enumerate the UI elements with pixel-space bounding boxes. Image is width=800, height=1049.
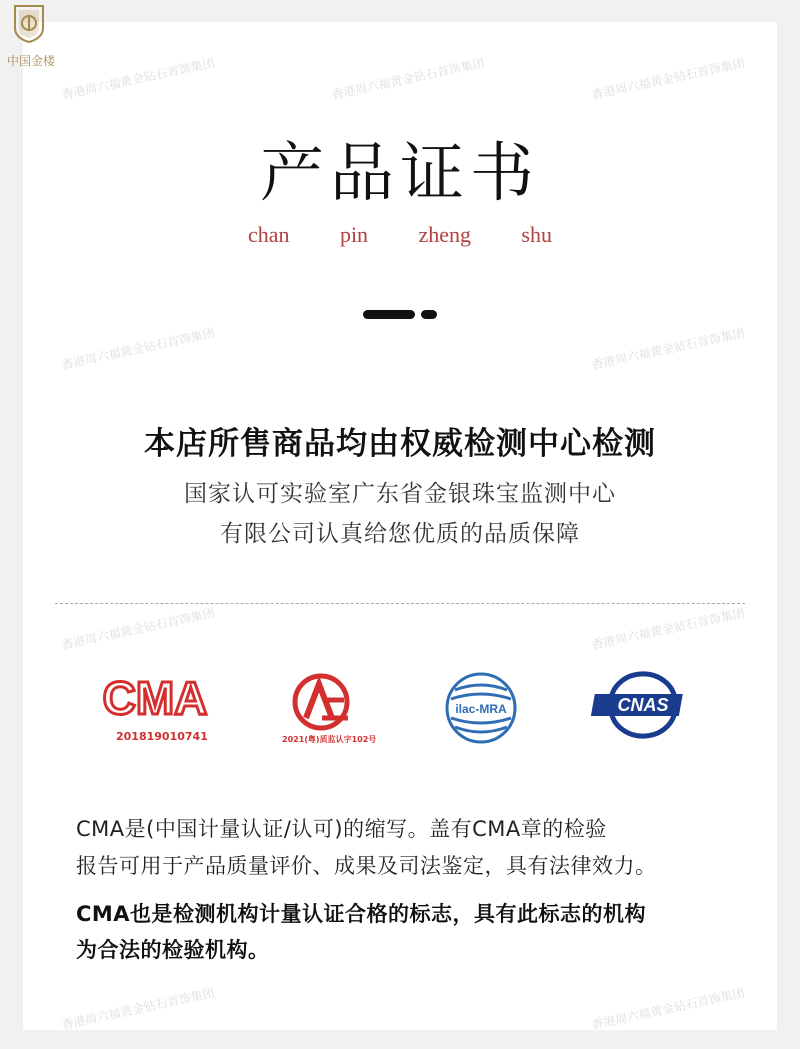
svg-text:CMA: CMA	[102, 672, 208, 724]
subtext-line: 有限公司认真给您优质的品质保障	[220, 521, 580, 547]
watermark: 香港周六福黄金钻石首饰集团	[590, 55, 746, 103]
cal-caption: 2021(粤)质监认字102号	[282, 735, 377, 744]
svg-text:ilac-MRA: ilac-MRA	[455, 702, 507, 716]
watermark: 香港周六福黄金钻石首饰集团	[590, 605, 746, 653]
decorative-dot	[421, 310, 437, 319]
watermark: 香港周六福黄金钻石首饰集团	[590, 325, 746, 373]
body-emphasis-line: 为合法的检验机构。	[76, 938, 270, 962]
pinyin-syllable: shu	[521, 222, 552, 247]
watermark: 香港周六福黄金钻石首饰集团	[60, 605, 216, 653]
watermark: 香港周六福黄金钻石首饰集团	[60, 985, 216, 1033]
dashed-divider	[55, 603, 745, 604]
gold-emblem-icon	[12, 4, 46, 44]
cal-logo	[282, 670, 377, 744]
cnas-logo	[597, 670, 689, 744]
body-paragraph-line: 报告可用于产品质量评价、成果及司法鉴定，具有法律效力。	[76, 854, 657, 878]
body-paragraph-line: CMA是(中国计量认证/认可)的缩写。盖有CMA章的检验	[76, 817, 607, 841]
watermark: 香港周六福黄金钻石首饰集团	[590, 985, 746, 1033]
headline: 本店所售商品均由权威检测中心检测	[144, 426, 656, 462]
brand-logo[interactable]	[0, 0, 62, 78]
title-pinyin	[248, 222, 552, 248]
ilac-globe-icon	[443, 670, 519, 746]
svg-text:CNAS: CNAS	[617, 695, 669, 715]
watermark: 香港周六福黄金钻石首饰集团	[60, 325, 216, 373]
pinyin-syllable: chan	[248, 222, 290, 247]
decorative-dash	[363, 310, 415, 319]
page-title: 产品证书	[260, 137, 540, 211]
pinyin-syllable: zheng	[418, 222, 471, 247]
watermark: 香港周六福黄金钻石首饰集团	[330, 55, 486, 103]
ilac-mra-logo	[443, 670, 519, 750]
cma-logo	[102, 670, 208, 743]
subtext-line: 国家认可实验室广东省金银珠宝监测中心	[184, 481, 616, 507]
cma-number: 201819010741	[116, 730, 208, 743]
watermark: 香港周六福黄金钻石首饰集团	[60, 55, 216, 103]
pinyin-syllable: pin	[339, 222, 369, 247]
cnas-globe-icon	[597, 670, 689, 740]
cal-seal-icon	[286, 670, 356, 734]
brand-name: 中国金楼	[6, 54, 55, 68]
body-emphasis-line: CMA也是检测机构计量认证合格的标志，具有此标志的机构	[76, 902, 647, 926]
cma-seal-icon	[102, 670, 208, 726]
